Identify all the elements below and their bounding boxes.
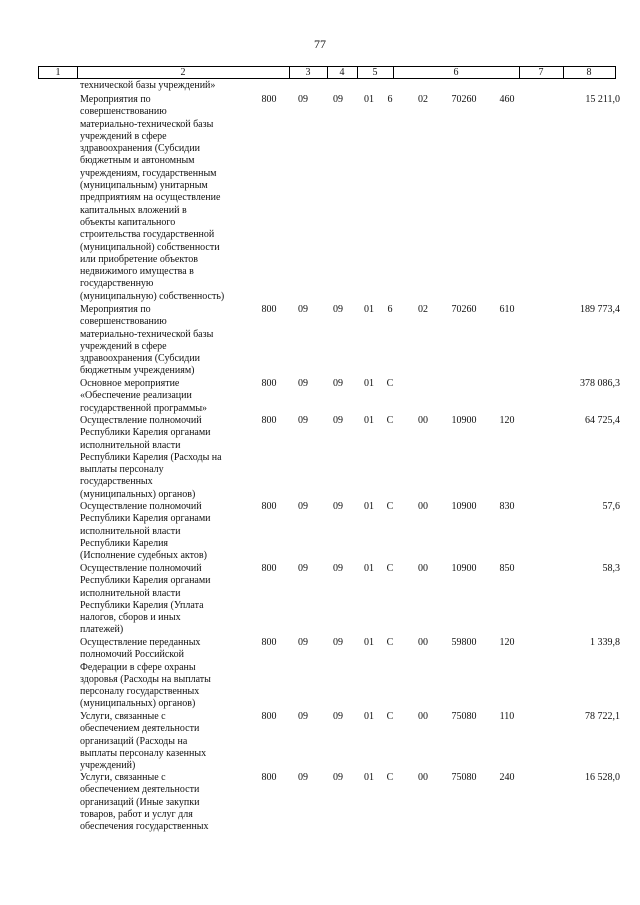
cell-code-4: 09 bbox=[298, 304, 308, 315]
row-description: Осуществление полномочий Республики Карелия органами исполнительной власти Республики Карелия (Расходы на выплаты персоналу государственных (муниципальных) органов) bbox=[80, 415, 222, 500]
cell-code-7: 610 bbox=[499, 304, 515, 315]
column-header: 7 bbox=[538, 67, 544, 78]
cell-code-4: 09 bbox=[298, 637, 308, 648]
cell-code-6b: 6 bbox=[387, 94, 393, 105]
cell-amount: 189 773,4 bbox=[580, 304, 620, 315]
cell-code-4: 09 bbox=[298, 94, 308, 105]
column-header: 1 bbox=[55, 67, 61, 78]
row-description: Услуги, связанные с обеспечением деятельности организаций (Расходы на выплаты персоналу казенных учреждений) bbox=[80, 711, 207, 772]
row-description: Осуществление полномочий Республики Карелия органами исполнительной власти Республики Карелия (Исполнение судебных актов) bbox=[80, 501, 211, 562]
cell-code-6c: 00 bbox=[418, 711, 428, 722]
cell-code-5: 09 bbox=[333, 378, 343, 389]
cell-amount: 16 528,0 bbox=[585, 772, 620, 783]
cell-code-4: 09 bbox=[298, 378, 308, 389]
row-description: Осуществление полномочий Республики Карелия органами исполнительной власти Республики Карелия (Уплата налогов, сборов и иных платежей) bbox=[80, 563, 211, 636]
cell-code-6a: 01 bbox=[364, 772, 374, 783]
column-header: 2 bbox=[180, 67, 186, 78]
row-description: Услуги, связанные с обеспечением деятельности организаций (Иные закупки товаров, работ и услуг для обеспечения государственных bbox=[80, 772, 209, 833]
cell-code-6b: 6 bbox=[387, 304, 393, 315]
cell-amount: 57,6 bbox=[602, 501, 620, 512]
cell-code-3: 800 bbox=[261, 304, 277, 315]
cell-code-6d: 70260 bbox=[451, 304, 477, 315]
cell-code-4: 09 bbox=[298, 772, 308, 783]
row-description: технической базы учреждений» bbox=[80, 80, 216, 91]
cell-code-7: 120 bbox=[499, 637, 515, 648]
cell-code-5: 09 bbox=[333, 711, 343, 722]
cell-code-3: 800 bbox=[261, 772, 277, 783]
cell-code-6a: 01 bbox=[364, 94, 374, 105]
cell-code-5: 09 bbox=[333, 563, 343, 574]
cell-code-6d: 75080 bbox=[451, 711, 477, 722]
cell-code-6c: 00 bbox=[418, 563, 428, 574]
cell-code-6b: С bbox=[386, 563, 394, 574]
cell-code-6c: 00 bbox=[418, 637, 428, 648]
cell-code-6c: 02 bbox=[418, 304, 428, 315]
cell-code-6c: 02 bbox=[418, 94, 428, 105]
table-header bbox=[38, 66, 616, 79]
cell-code-6d: 70260 bbox=[451, 94, 477, 105]
cell-amount: 1 339,8 bbox=[590, 637, 620, 648]
cell-code-6a: 01 bbox=[364, 501, 374, 512]
cell-code-6b: С bbox=[386, 772, 394, 783]
cell-code-6d: 10900 bbox=[451, 415, 477, 426]
cell-code-7: 110 bbox=[499, 711, 515, 722]
column-header: 3 bbox=[305, 67, 311, 78]
cell-code-7: 120 bbox=[499, 415, 515, 426]
cell-code-6b: С bbox=[386, 711, 394, 722]
cell-code-3: 800 bbox=[261, 563, 277, 574]
cell-amount: 58,3 bbox=[602, 563, 620, 574]
cell-amount: 64 725,4 bbox=[585, 415, 620, 426]
cell-code-3: 800 bbox=[261, 94, 277, 105]
cell-code-6a: 01 bbox=[364, 415, 374, 426]
cell-code-5: 09 bbox=[333, 637, 343, 648]
cell-code-6d: 10900 bbox=[451, 563, 477, 574]
cell-code-6d: 10900 bbox=[451, 501, 477, 512]
cell-code-3: 800 bbox=[261, 378, 277, 389]
row-description: Мероприятия по совершенствованию материально-технической базы учреждений в сфере здравоохранения (Субсидии бюджетным учреждениям) bbox=[80, 304, 214, 377]
cell-code-7: 240 bbox=[499, 772, 515, 783]
cell-code-6b: С bbox=[386, 378, 394, 389]
row-description: Мероприятия по совершенствованию материально-технической базы учреждений в сфере здравоохранения (Субсидии бюджетным и автономным учреждениям, государственным (муниципальным) унитарным предприятиям на осуществление капитальных вложений в объекты капитального строительства государственной (муниципальной) собственности или приобретение объектов недвижимого имущества в государственную (муниципальную) собственность) bbox=[80, 94, 225, 302]
cell-code-3: 800 bbox=[261, 711, 277, 722]
cell-code-6b: С bbox=[386, 501, 394, 512]
cell-amount: 78 722,1 bbox=[585, 711, 620, 722]
cell-amount: 378 086,3 bbox=[580, 378, 620, 389]
cell-code-5: 09 bbox=[333, 772, 343, 783]
cell-code-6d: 75080 bbox=[451, 772, 477, 783]
row-description: Осуществление переданных полномочий Российской Федерации в сфере охраны здоровья (Расходы на выплаты персоналу государственных (муниципальных) органов) bbox=[80, 637, 211, 710]
cell-code-3: 800 bbox=[261, 501, 277, 512]
cell-code-6c: 00 bbox=[418, 772, 428, 783]
cell-code-5: 09 bbox=[333, 415, 343, 426]
cell-code-3: 800 bbox=[261, 415, 277, 426]
column-header: 4 bbox=[339, 67, 345, 78]
cell-code-4: 09 bbox=[298, 501, 308, 512]
page-number: 77 bbox=[314, 37, 326, 51]
column-header: 8 bbox=[586, 67, 592, 78]
cell-code-7: 830 bbox=[499, 501, 515, 512]
cell-code-4: 09 bbox=[298, 415, 308, 426]
cell-amount: 15 211,0 bbox=[585, 94, 620, 105]
cell-code-7: 460 bbox=[499, 94, 515, 105]
cell-code-6a: 01 bbox=[364, 304, 374, 315]
row-description: Основное мероприятие «Обеспечение реализации государственной программы» bbox=[80, 378, 208, 414]
cell-code-6a: 01 bbox=[364, 563, 374, 574]
cell-code-6b: С bbox=[386, 637, 394, 648]
cell-code-6a: 01 bbox=[364, 637, 374, 648]
cell-code-7: 850 bbox=[499, 563, 515, 574]
cell-code-6d: 59800 bbox=[451, 637, 477, 648]
cell-code-5: 09 bbox=[333, 304, 343, 315]
cell-code-6b: С bbox=[386, 415, 394, 426]
cell-code-3: 800 bbox=[261, 637, 277, 648]
column-header: 5 bbox=[372, 67, 378, 78]
cell-code-6c: 00 bbox=[418, 415, 428, 426]
cell-code-6a: 01 bbox=[364, 711, 374, 722]
cell-code-4: 09 bbox=[298, 711, 308, 722]
cell-code-5: 09 bbox=[333, 94, 343, 105]
column-header: 6 bbox=[453, 67, 459, 78]
cell-code-6c: 00 bbox=[418, 501, 428, 512]
cell-code-5: 09 bbox=[333, 501, 343, 512]
cell-code-4: 09 bbox=[298, 563, 308, 574]
cell-code-6a: 01 bbox=[364, 378, 374, 389]
